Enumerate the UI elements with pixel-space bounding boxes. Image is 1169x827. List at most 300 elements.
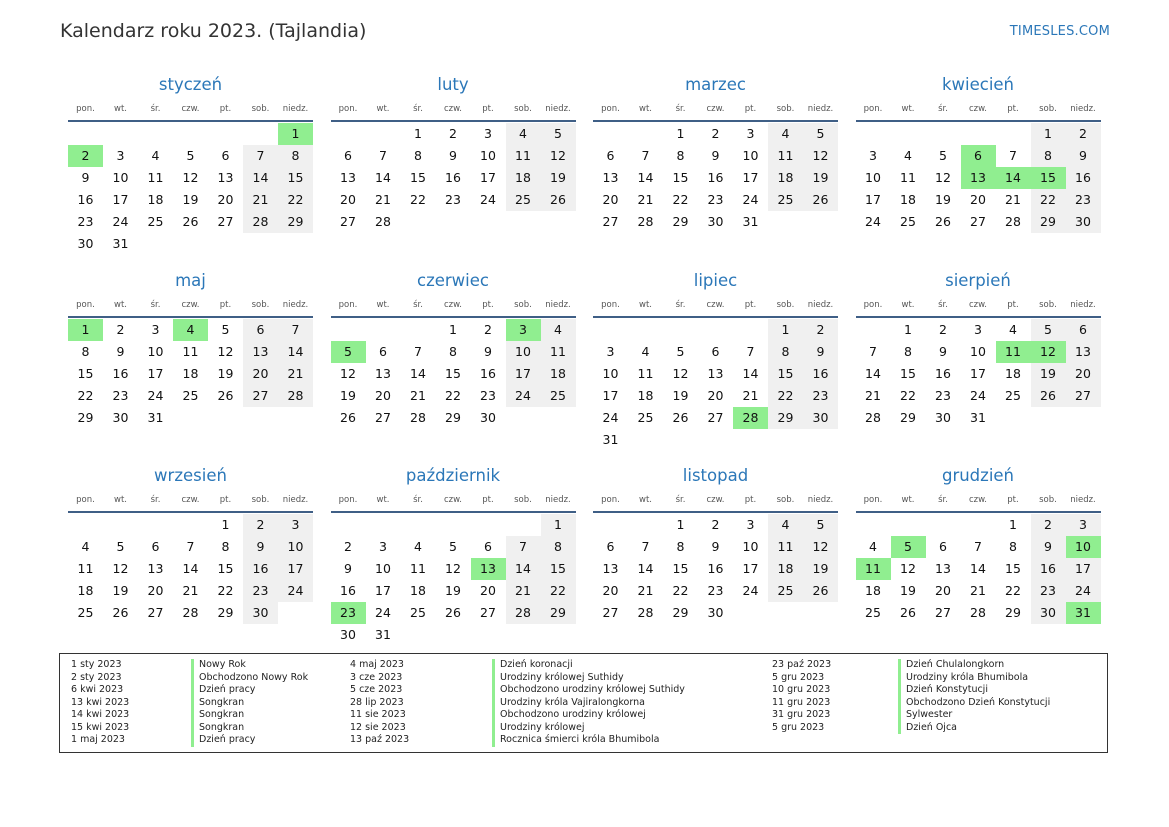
day-cell: 30: [1031, 602, 1066, 624]
day-cell: 27: [375, 409, 391, 425]
month-2: [331, 72, 576, 233]
day-cell: 21: [375, 192, 391, 207]
legend-holiday-name: Urodziny króla Vajiralongkorna: [492, 697, 645, 710]
day-cell: 24: [506, 385, 541, 407]
day-cell: 9: [1031, 536, 1066, 558]
weekday-label: pt.: [744, 104, 757, 114]
day-cell: 19: [340, 387, 356, 403]
day-cell: 5: [449, 539, 457, 554]
day-cell: 8: [81, 343, 90, 359]
day-cell: 11: [900, 170, 916, 185]
day-cell: 16: [77, 192, 94, 207]
day-cell: 22: [672, 583, 689, 598]
day-cell: 25: [768, 189, 803, 211]
day-cell: 11: [768, 145, 803, 167]
day-cell: 24: [112, 214, 129, 229]
day-cell: 4: [1009, 321, 1017, 337]
holiday-day-cell: 13: [961, 167, 996, 189]
day-cell: 30: [112, 409, 129, 425]
day-cell: 10: [970, 343, 986, 359]
day-cell: 27: [707, 409, 724, 425]
day-cell: 8: [676, 539, 685, 554]
day-grid: [856, 514, 1101, 624]
day-cell: 1: [414, 126, 422, 141]
day-cell: 8: [541, 536, 576, 558]
day-cell: 12: [445, 561, 461, 576]
day-cell: 12: [182, 170, 199, 185]
day-cell: 18: [77, 583, 94, 598]
day-cell: 4: [414, 539, 422, 554]
day-cell: 23: [445, 192, 461, 207]
day-cell: 16: [935, 365, 951, 381]
empty-cell: [138, 123, 173, 145]
empty-cell: [173, 514, 208, 536]
weekday-label: śr.: [675, 495, 686, 505]
weekday-label: pon.: [76, 104, 95, 114]
day-cell: 21: [506, 580, 541, 602]
day-cell: 17: [506, 363, 541, 385]
weekday-label: czw.: [706, 495, 725, 505]
empty-cell: [628, 514, 663, 536]
day-cell: 23: [707, 192, 724, 207]
legend-holiday-name: Urodziny króla Bhumibola: [898, 672, 1028, 685]
day-cell: 21: [970, 583, 986, 598]
day-cell: 2: [243, 514, 278, 536]
empty-cell: [856, 514, 891, 536]
weekday-label: wt.: [114, 299, 127, 310]
weekday-label: sob.: [1039, 495, 1057, 505]
day-cell: 26: [935, 214, 951, 229]
weekday-label: śr.: [150, 495, 161, 505]
empty-cell: [926, 514, 961, 536]
day-cell: 22: [541, 580, 576, 602]
day-cell: 11: [182, 343, 199, 359]
day-cell: 20: [217, 192, 234, 207]
empty-cell: [138, 514, 173, 536]
legend-date: 11 sie 2023: [350, 709, 406, 720]
weekday-label: sob.: [251, 495, 270, 505]
legend-date: 10 gru 2023: [772, 684, 831, 695]
day-cell: 7: [641, 539, 650, 554]
day-cell: 20: [707, 387, 724, 403]
day-cell: 28: [1005, 214, 1021, 229]
empty-cell: [401, 514, 436, 536]
day-cell: 3: [869, 148, 877, 163]
weekday-header: [331, 294, 576, 318]
day-cell: 26: [803, 580, 838, 602]
day-cell: 24: [375, 605, 391, 620]
legend-holiday-name: Obchodzono Nowy Rok: [191, 672, 308, 685]
day-cell: 20: [602, 192, 619, 207]
day-cell: 25: [865, 605, 881, 620]
day-cell: 6: [606, 148, 615, 163]
legend-date: 5 cze 2023: [350, 684, 403, 695]
day-cell: 10: [865, 170, 881, 185]
day-cell: 11: [506, 145, 541, 167]
weekday-label: pt.: [482, 299, 494, 310]
day-cell: 27: [1066, 385, 1101, 407]
holiday-legend: [59, 653, 1108, 753]
day-cell: 28: [278, 385, 313, 407]
legend-holiday-name: Nowy Rok: [191, 659, 246, 672]
weekday-header: [331, 98, 576, 122]
day-cell: 7: [641, 148, 650, 163]
day-cell: 6: [606, 539, 615, 554]
weekday-label: niedz.: [545, 299, 571, 310]
day-cell: 26: [112, 605, 129, 620]
day-cell: 31: [112, 236, 129, 251]
weekday-label: niedz.: [545, 495, 571, 505]
weekday-label: niedz.: [1070, 104, 1096, 114]
month-8: [856, 268, 1101, 429]
weekday-label: pt.: [219, 299, 232, 310]
day-cell: 14: [637, 170, 654, 185]
legend-holiday-name: Songkran: [191, 709, 244, 722]
month-name: grudzień: [941, 466, 1015, 485]
day-cell: 1: [1031, 123, 1066, 145]
day-cell: 17: [278, 558, 313, 580]
legend-date: 23 paź 2023: [772, 659, 832, 670]
legend-holiday-name: Dzień koronacji: [492, 659, 573, 672]
empty-cell: [436, 514, 471, 536]
day-cell: 2: [116, 321, 125, 337]
day-cell: 27: [340, 214, 356, 229]
legend-holiday-name: Obchodzono Dzień Konstytucji: [898, 697, 1050, 710]
day-cell: 3: [116, 148, 125, 163]
day-cell: 22: [672, 192, 689, 207]
day-cell: 29: [1005, 605, 1021, 620]
holiday-day-cell: 6: [961, 145, 996, 167]
weekday-label: pon.: [76, 495, 95, 505]
legend-holiday-name: Obchodzono urodziny królowej: [492, 709, 646, 722]
weekday-label: niedz.: [545, 104, 571, 114]
legend-date: 13 kwi 2023: [71, 696, 130, 708]
day-cell: 12: [672, 365, 689, 381]
weekday-label: pon.: [338, 299, 358, 310]
day-cell: 23: [77, 214, 94, 229]
legend-date: 31 gru 2023: [772, 709, 831, 720]
empty-cell: [856, 123, 891, 145]
weekday-label: wt.: [639, 299, 652, 310]
weekday-label: niedz.: [807, 495, 834, 505]
weekday-label: niedz.: [282, 104, 309, 114]
legend-date: 14 kwi 2023: [71, 709, 130, 720]
day-cell: 26: [217, 387, 234, 403]
weekday-label: śr.: [413, 495, 423, 505]
day-cell: 21: [742, 387, 759, 403]
empty-cell: [733, 319, 768, 341]
weekday-header: [593, 489, 838, 513]
legend-holiday-name: Dzień Chulalongkorn: [898, 659, 1004, 672]
legend-holiday-name: Songkran: [191, 697, 244, 710]
day-cell: 25: [1005, 387, 1021, 403]
holiday-day-cell: 10: [1066, 536, 1101, 558]
day-cell: 7: [379, 148, 387, 163]
day-cell: 22: [410, 192, 426, 207]
day-cell: 21: [278, 363, 313, 385]
day-cell: 1: [676, 517, 685, 532]
day-cell: 3: [484, 126, 492, 141]
day-cell: 1: [676, 126, 685, 141]
day-grid: [593, 123, 838, 233]
day-cell: 20: [480, 583, 496, 598]
day-cell: 24: [970, 387, 986, 403]
day-cell: 22: [900, 387, 916, 403]
day-cell: 5: [676, 343, 685, 359]
month-12: [856, 463, 1101, 624]
day-cell: 16: [445, 170, 461, 185]
holiday-day-cell: 11: [996, 341, 1031, 363]
day-cell: 2: [711, 517, 720, 532]
day-cell: 12: [935, 170, 951, 185]
day-cell: 19: [935, 192, 951, 207]
day-cell: 30: [935, 409, 951, 425]
day-cell: 29: [1031, 211, 1066, 233]
legend-date: 5 gru 2023: [772, 671, 825, 683]
weekday-header: [856, 98, 1101, 122]
day-cell: 19: [445, 583, 461, 598]
weekday-label: pon.: [338, 104, 358, 114]
day-cell: 2: [344, 539, 352, 554]
day-cell: 1: [1009, 517, 1017, 532]
months-grid: [68, 72, 1108, 652]
weekday-label: czw.: [968, 104, 987, 114]
empty-cell: [68, 514, 103, 536]
day-cell: 9: [711, 148, 720, 163]
day-cell: 29: [672, 605, 689, 620]
month-9: [68, 463, 313, 624]
day-grid: [856, 123, 1101, 233]
day-cell: 26: [340, 409, 356, 425]
day-cell: 24: [147, 387, 164, 403]
day-grid: [593, 319, 838, 451]
day-cell: 4: [904, 148, 912, 163]
day-cell: 8: [1009, 539, 1017, 554]
weekday-label: czw.: [443, 495, 462, 505]
day-cell: 4: [81, 539, 90, 554]
holiday-day-cell: 5: [331, 341, 366, 363]
holiday-day-cell: 4: [173, 319, 208, 341]
day-cell: 17: [742, 561, 759, 576]
month-4: [856, 72, 1101, 233]
weekday-label: wt.: [114, 495, 127, 505]
day-cell: 1: [768, 319, 803, 341]
weekday-label: śr.: [938, 104, 948, 114]
month-name: marzec: [685, 75, 746, 94]
month-3: [593, 72, 838, 233]
day-cell: 9: [939, 343, 947, 359]
weekday-label: pt.: [744, 495, 757, 505]
weekday-label: pon.: [601, 495, 620, 505]
weekday-header: [856, 294, 1101, 318]
month-name: luty: [437, 75, 469, 94]
day-cell: 22: [1005, 583, 1021, 598]
day-cell: 8: [904, 343, 912, 359]
day-cell: 21: [410, 387, 426, 403]
day-cell: 28: [970, 605, 986, 620]
empty-cell: [628, 123, 663, 145]
day-cell: 27: [480, 605, 496, 620]
brand-link[interactable]: TIMESLES.COM: [1009, 24, 1110, 39]
weekday-label: pt.: [1007, 495, 1019, 505]
weekday-label: sob.: [251, 104, 270, 114]
day-cell: 14: [182, 561, 199, 576]
weekday-label: śr.: [675, 299, 686, 310]
day-cell: 14: [375, 170, 391, 185]
day-cell: 23: [1031, 580, 1066, 602]
day-cell: 7: [506, 536, 541, 558]
day-cell: 19: [182, 192, 199, 207]
weekday-label: czw.: [443, 104, 462, 114]
legend-date: 3 cze 2023: [350, 671, 403, 683]
day-cell: 1: [904, 321, 912, 337]
day-cell: 15: [1005, 561, 1021, 576]
day-cell: 18: [768, 558, 803, 580]
day-cell: 22: [77, 387, 94, 403]
day-cell: 24: [742, 583, 759, 598]
day-cell: 16: [1031, 558, 1066, 580]
day-cell: 18: [900, 192, 916, 207]
day-cell: 6: [711, 343, 720, 359]
legend-date: 13 paź 2023: [350, 734, 410, 745]
empty-cell: [891, 514, 926, 536]
day-cell: 9: [344, 561, 352, 576]
weekday-label: sob.: [776, 299, 795, 310]
day-cell: 18: [182, 365, 199, 381]
day-cell: 20: [970, 192, 986, 207]
day-cell: 16: [340, 583, 356, 598]
weekday-label: czw.: [968, 495, 987, 505]
day-cell: 27: [602, 214, 619, 229]
day-cell: 24: [278, 580, 313, 602]
weekday-label: śr.: [938, 495, 948, 505]
day-cell: 5: [116, 539, 125, 554]
day-cell: 21: [865, 387, 881, 403]
day-cell: 28: [182, 605, 199, 620]
day-cell: 30: [1066, 211, 1101, 233]
day-cell: 23: [243, 580, 278, 602]
month-name: czerwiec: [417, 270, 489, 290]
day-cell: 23: [112, 387, 129, 403]
day-cell: 7: [414, 343, 422, 359]
legend-date: 4 maj 2023: [350, 659, 404, 670]
day-cell: 18: [1005, 365, 1021, 381]
day-cell: 30: [707, 214, 724, 229]
day-cell: 25: [506, 189, 541, 211]
empty-cell: [103, 514, 138, 536]
weekday-label: pon.: [76, 299, 95, 310]
day-cell: 3: [278, 514, 313, 536]
weekday-label: wt.: [901, 299, 915, 310]
weekday-label: wt.: [639, 104, 652, 114]
day-cell: 19: [803, 558, 838, 580]
weekday-label: niedz.: [282, 495, 309, 505]
day-cell: 10: [147, 343, 164, 359]
day-cell: 29: [217, 605, 234, 620]
day-cell: 3: [1066, 514, 1101, 536]
legend-holiday-name: Sylwester: [898, 709, 952, 722]
day-cell: 9: [449, 148, 457, 163]
day-cell: 25: [637, 409, 654, 425]
day-cell: 9: [81, 170, 90, 185]
day-cell: 11: [541, 341, 576, 363]
empty-cell: [663, 319, 698, 341]
day-cell: 31: [742, 214, 759, 229]
day-cell: 9: [243, 536, 278, 558]
day-cell: 26: [672, 409, 689, 425]
day-cell: 13: [243, 341, 278, 363]
day-cell: 12: [541, 145, 576, 167]
day-cell: 30: [707, 605, 724, 620]
empty-cell: [593, 514, 628, 536]
day-cell: 11: [77, 561, 94, 576]
day-cell: 2: [1066, 123, 1101, 145]
day-cell: 10: [602, 365, 619, 381]
day-cell: 2: [939, 321, 947, 337]
day-cell: 23: [480, 387, 496, 403]
day-cell: 13: [375, 365, 391, 381]
day-cell: 7: [746, 343, 755, 359]
day-cell: 18: [637, 387, 654, 403]
day-cell: 17: [147, 365, 164, 381]
empty-cell: [331, 123, 366, 145]
day-cell: 30: [340, 627, 356, 642]
day-cell: 30: [803, 407, 838, 429]
day-cell: 2: [803, 319, 838, 341]
day-cell: 14: [506, 558, 541, 580]
day-cell: 19: [1031, 363, 1066, 385]
weekday-label: pon.: [338, 495, 358, 505]
empty-cell: [366, 319, 401, 341]
day-cell: 29: [900, 409, 916, 425]
day-cell: 28: [637, 605, 654, 620]
weekday-label: śr.: [413, 104, 423, 114]
holiday-day-cell: 13: [471, 558, 506, 580]
legend-date: 12 sie 2023: [350, 721, 406, 733]
empty-cell: [366, 123, 401, 145]
day-cell: 24: [742, 192, 759, 207]
empty-cell: [996, 123, 1031, 145]
day-cell: 13: [602, 561, 619, 576]
day-cell: 7: [869, 343, 877, 359]
day-cell: 6: [1066, 319, 1101, 341]
holiday-day-cell: 5: [891, 536, 926, 558]
weekday-label: śr.: [938, 299, 948, 310]
day-cell: 5: [1031, 319, 1066, 341]
day-cell: 5: [186, 148, 195, 163]
day-cell: 15: [541, 558, 576, 580]
day-cell: 3: [746, 126, 755, 141]
day-cell: 16: [1066, 167, 1101, 189]
day-cell: 15: [672, 561, 689, 576]
legend-holiday-name: Dzień Konstytucji: [898, 684, 988, 697]
day-cell: 3: [151, 321, 160, 337]
day-cell: 30: [243, 602, 278, 624]
day-cell: 3: [974, 321, 982, 337]
day-cell: 6: [484, 539, 492, 554]
day-cell: 15: [900, 365, 916, 381]
day-cell: 10: [506, 341, 541, 363]
day-cell: 23: [935, 387, 951, 403]
day-cell: 16: [707, 561, 724, 576]
weekday-label: wt.: [376, 495, 390, 505]
day-cell: 6: [221, 148, 230, 163]
empty-cell: [961, 123, 996, 145]
weekday-header: [68, 294, 313, 318]
empty-cell: [208, 123, 243, 145]
day-cell: 27: [970, 214, 986, 229]
holiday-day-cell: 1: [278, 123, 313, 145]
